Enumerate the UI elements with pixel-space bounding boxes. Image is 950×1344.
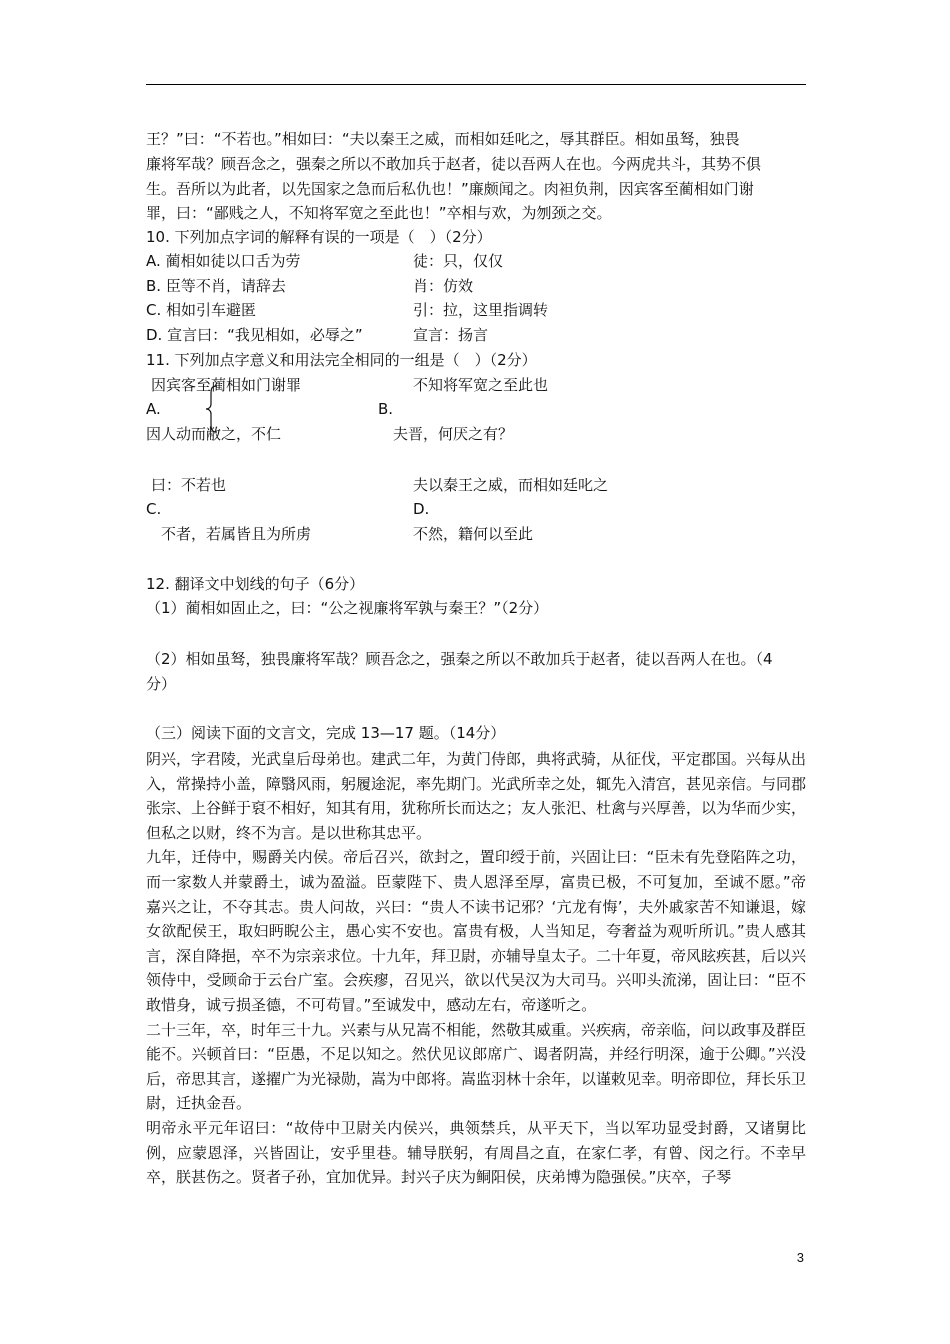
section-3-body <box>146 747 806 1190</box>
q11-c-label: C. <box>146 500 162 518</box>
paragraph: 九年，迁侍中，赐爵关内侯。帝后召兴，欲封之，置印绶于前，兴固让曰：“臣未有先登陷阵之功，而一家数人并蒙爵土，诚为盈溢。臣蒙陛下、贵人恩泽至厚，富贵已极，不可复加，至诚不愿。”帝嘉兴之让，不夺其志。贵人问故，兴曰：“贵人不读书记邪？‘亢龙有悔’，夫外戚家苦不知谦退，嫁女欲配侯王，取妇眄睨公主，愚心实不安也。富贵有极，人当知足，夸奢益为观听所讥。”贵人感其言，深自降挹，卒不为宗亲求位。十九年，拜卫尉，亦辅导皇太子。二十年夏，帝风眩疾甚，后以兴领侍中，受顾命于云台广室。会疾瘳，召见兴，欲以代吴汉为大司马。兴叩头流涕，固让曰：“臣不敢惜身，诚亏损圣德，不可苟冒。”至诚发中，感动左右，帝遂听之。 <box>146 848 807 1014</box>
q11-a-label: A. <box>146 400 161 418</box>
q10-option-d: D. 宣言曰：“我见相如，必辱之” <box>146 326 363 344</box>
question-12-stem: 12. 翻译文中划线的句子（6分） <box>146 575 365 593</box>
q10-option-a: A. 蔺相如徒以口舌为劳 <box>146 252 301 270</box>
q11-b-top: 不知将军宽之至此也 <box>413 376 549 394</box>
q10-option-b-explanation: 肖：仿效 <box>413 277 474 295</box>
brace-icon <box>205 385 219 433</box>
q12-item-1: （1）蔺相如固止之，曰：“公之视廉将军孰与秦王？”（2分） <box>146 599 549 617</box>
passage-line: 罪，曰：“鄙贱之人，不知将军宽之至此也！”卒相与欢，为刎颈之交。 <box>146 204 612 222</box>
passage-line: 廉将军哉？顾吾念之，强秦之所以不敢加兵于赵者，徒以吾两人在也。今两虎共斗，其势不俱 <box>146 155 762 173</box>
q10-option-a-explanation: 徒：只，仅仅 <box>413 252 504 270</box>
passage-line: 生。吾所以为此者，以先国家之急而后私仇也！”廉颇闻之。肉袒负荆，因宾客至蔺相如门谢 <box>146 180 754 198</box>
question-11-stem: 11. 下列加点字意义和用法完全相同的一组是（ ）（2分） <box>146 351 537 369</box>
q10-option-b: B. 臣等不肖，请辞去 <box>146 277 286 295</box>
paragraph: 二十三年，卒，时年三十九。兴素与从兄嵩不相能，然敬其威重。兴疾病，帝亲临，问以政事及群臣能不。兴顿首曰：“臣愚，不足以知之。然伏见议郎席广、谒者阴嵩，并经行明深，逾于公卿。”兴没后，帝思其言，遂擢广为光禄勋，嵩为中郎将。嵩监羽林十余年，以谨敕见幸。明帝即位，拜长乐卫尉，迁执金吾。 <box>146 1020 807 1113</box>
passage-line: 王？”曰：“不若也。”相如曰：“夫以秦王之威，而相如廷叱之，辱其群臣。相如虽驽，独畏 <box>146 130 740 148</box>
q11-d-top: 夫以秦王之威，而相如廷叱之 <box>413 476 609 494</box>
q11-c-bottom: 不者，若属皆且为所虏 <box>161 525 312 543</box>
paragraph: 明帝永平元年诏曰：“故侍中卫尉关内侯兴，典领禁兵，从平天下，当以军功显受封爵，又诸舅比例，应蒙恩泽，兴皆固让，安乎里巷。辅导朕躬，有周昌之直，在家仁孝，有曾、闵之行。不幸早卒，朕甚伤之。贤者子孙，宜加优异。封兴子庆为鲖阳侯，庆弟博为隐强侯。”庆卒，子琴 <box>146 1118 806 1187</box>
paragraph: 阴兴，字君陵，光武皇后母弟也。建武二年，为黄门侍郎，典将武骑，从征伐，平定郡国。兴每从出入，常操持小盖，障翳风雨，躬履途泥，率先期门。光武所幸之处，辄先入清宫，甚见亲信。与同郡张宗、上谷鲜于裒不相好，知其有用，犹称所长而达之；友人张汜、杜禽与兴厚善，以为华而少实，但私之以财，终不为言。是以世称其忠平。 <box>146 750 807 842</box>
q11-b-label: B. <box>378 400 394 418</box>
q11-c-top: 曰：不若也 <box>151 476 227 494</box>
header-rule <box>146 84 806 85</box>
q10-option-c: C. 相如引车避匿 <box>146 301 257 319</box>
section-3-heading: （三）阅读下面的文言文，完成 13—17 题。（14分） <box>146 724 506 742</box>
q12-item-2-continued: 分） <box>146 675 177 693</box>
page-number: 3 <box>796 1250 804 1265</box>
q11-d-bottom: 不然，籍何以至此 <box>413 525 534 543</box>
q11-a-bottom: 因人动而敝之，不仁 <box>146 425 282 443</box>
q10-option-d-explanation: 宣言：扬言 <box>413 326 489 344</box>
q11-d-label: D. <box>413 500 430 518</box>
q11-b-bottom: 夫晋，何厌之有？ <box>393 425 514 443</box>
q11-a-top: 因宾客至蔺相如门谢罪 <box>151 376 302 394</box>
q12-item-2: （2）相如虽驽，独畏廉将军哉？顾吾念之，强秦之所以不敢加兵于赵者，徒以吾两人在也。（4 <box>146 650 773 668</box>
q10-option-c-explanation: 引：拉，这里指调转 <box>413 301 549 319</box>
question-10-stem: 10. 下列加点字词的解释有误的一项是（ ）（2分） <box>146 228 492 246</box>
